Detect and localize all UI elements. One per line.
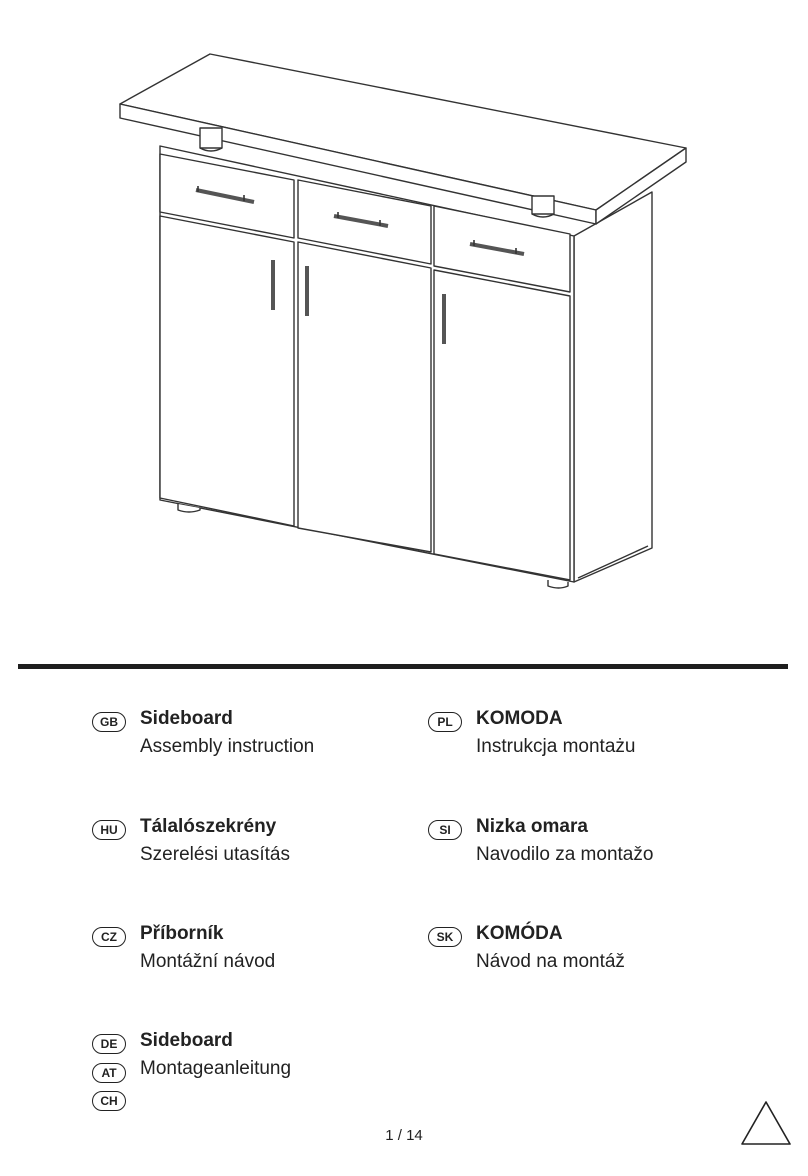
product-title: KOMÓDA [476, 923, 563, 944]
instruction-subtitle: Montageanleitung [140, 1058, 292, 1079]
warning-triangle-icon [740, 1100, 792, 1146]
lang-badge-hu: HU [92, 820, 126, 840]
cabinet-side-panel [574, 192, 652, 582]
lang-badge-ch: CH [92, 1091, 126, 1111]
lang-badge-cz: CZ [92, 927, 126, 947]
door-middle [298, 242, 431, 552]
lang-badge-sk: SK [428, 927, 462, 947]
product-title: Sideboard [140, 1030, 233, 1051]
instruction-subtitle: Instrukcja montażu [476, 736, 636, 757]
section-divider [18, 664, 788, 669]
product-title: Nizka omara [476, 816, 588, 837]
lang-badge-de: DE [92, 1034, 126, 1054]
product-title: KOMODA [476, 708, 563, 729]
product-title: Sideboard [140, 708, 233, 729]
lang-badge-gb: GB [92, 712, 126, 732]
product-title: Tálalószekrény [140, 816, 277, 837]
lang-badge-si: SI [428, 820, 462, 840]
top-spacer-left [200, 128, 222, 151]
instruction-subtitle: Szerelési utasítás [140, 844, 290, 865]
foot-right [548, 580, 568, 588]
page-number: 1 / 14 [385, 1127, 423, 1144]
instruction-subtitle: Montážní návod [140, 951, 276, 972]
instruction-subtitle: Navodilo za montažo [476, 844, 654, 865]
product-title: Příborník [140, 923, 224, 944]
lang-badge-pl: PL [428, 712, 462, 732]
top-spacer-right [532, 196, 554, 217]
door-right [434, 270, 570, 580]
instruction-subtitle: Návod na montáž [476, 951, 625, 972]
instruction-subtitle: Assembly instruction [140, 736, 315, 757]
lang-badge-at: AT [92, 1063, 126, 1083]
